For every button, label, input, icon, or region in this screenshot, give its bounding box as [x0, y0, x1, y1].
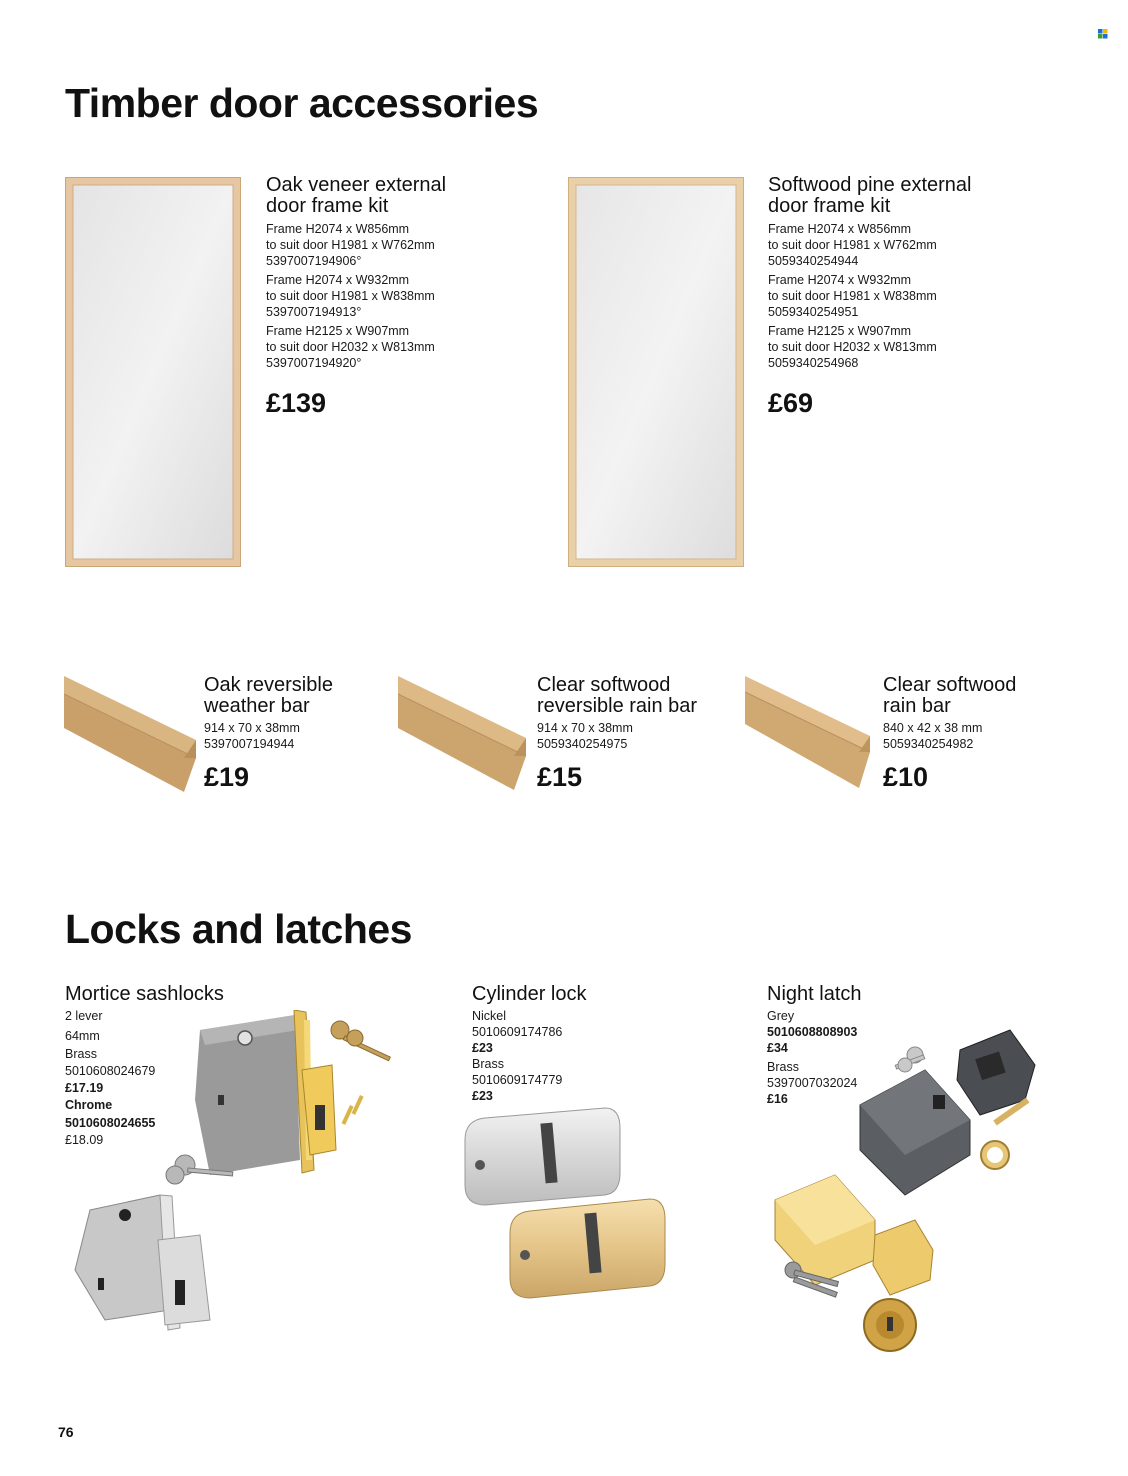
- spec-line: 5010608024655: [65, 1115, 156, 1130]
- product-price: £19: [204, 762, 250, 792]
- product-price: £10: [883, 762, 929, 792]
- spec-line: Frame H2074 x W932mm: [768, 273, 912, 287]
- product-card-oak-weather-bar: [204, 675, 394, 793]
- product-title: rain bar: [883, 695, 951, 717]
- product-price: £18.09: [65, 1133, 104, 1148]
- spec-line: Frame H2125 x W907mm: [768, 324, 912, 338]
- spec-line: to suit door H1981 x W838mm: [266, 289, 435, 303]
- spec-line: Brass: [767, 1060, 799, 1074]
- spec-line: 5059340254968: [768, 356, 859, 370]
- product-price: £16: [767, 1092, 788, 1106]
- product-title: Oak veneer external: [266, 174, 447, 196]
- spec-line: to suit door H1981 x W762mm: [768, 238, 937, 252]
- spec-line: 914 x 70 x 38mm: [204, 721, 300, 735]
- spec-line: to suit door H1981 x W838mm: [768, 289, 937, 303]
- pine-door-frame-image: [568, 177, 744, 567]
- brand-logo: [1098, 29, 1108, 39]
- page-number: 76: [58, 1424, 74, 1440]
- spec-line: to suit door H2032 x W813mm: [266, 340, 435, 354]
- product-price: £69: [768, 388, 814, 418]
- spec-line: Frame H2074 x W932mm: [266, 273, 410, 287]
- product-title: Softwood pine external: [768, 174, 972, 196]
- product-specs: [883, 720, 1083, 752]
- spec-line: 840 x 42 x 38 mm: [883, 721, 983, 735]
- spec-line: Brass: [65, 1046, 97, 1061]
- product-price: £17.19: [65, 1081, 104, 1096]
- night-latch-image: [765, 1025, 1055, 1355]
- product-price: £139: [266, 388, 327, 418]
- spec-line: 2 lever: [65, 1009, 103, 1023]
- spec-line: 5397007032024: [767, 1076, 858, 1090]
- product-title: weather bar: [204, 695, 310, 717]
- product-title: Clear softwood: [537, 674, 671, 696]
- product-specs: [537, 720, 737, 752]
- product-title: reversible rain bar: [537, 695, 698, 717]
- oak-weather-bar-image: [64, 676, 196, 792]
- product-specs: [768, 221, 1068, 371]
- spec-line: to suit door H1981 x W762mm: [266, 238, 435, 252]
- product-price: £23: [472, 1089, 493, 1103]
- product-card-cylinder-lock: [472, 984, 662, 1104]
- spec-line: 5397007194944: [204, 737, 295, 751]
- spec-line: 5397007194906°: [266, 254, 362, 268]
- product-price: £23: [472, 1041, 493, 1055]
- product-title: Mortice sashlocks: [65, 983, 224, 1005]
- product-title: door frame kit: [266, 195, 389, 217]
- spec-line: 5010608024679: [65, 1063, 156, 1078]
- product-specs: [204, 720, 394, 752]
- product-card-pine-frame: [768, 175, 1068, 419]
- spec-line: 5397007194920°: [266, 356, 362, 370]
- spec-line: Frame H2074 x W856mm: [266, 222, 410, 236]
- spec-line: to suit door H2032 x W813mm: [768, 340, 937, 354]
- spec-line: 5059340254944: [768, 254, 859, 268]
- product-title: Night latch: [767, 983, 862, 1005]
- section-heading-locks: Locks and latches: [65, 906, 412, 952]
- spec-line: 5059340254982: [883, 737, 974, 751]
- softwood-rain-bar-image: [745, 676, 870, 788]
- spec-line: 5059340254951: [768, 305, 859, 319]
- spec-line: Grey: [767, 1009, 795, 1023]
- spec-line: 5010608808903: [767, 1025, 858, 1039]
- product-card-softwood-rain-bar: [883, 675, 1083, 793]
- mortice-sashlock-image: [70, 1010, 410, 1340]
- brand-logo-icon: [1098, 29, 1108, 39]
- spec-line: 5010609174779: [472, 1073, 563, 1087]
- spec-line: Frame H2074 x W856mm: [768, 222, 912, 236]
- section-heading-timber: Timber door accessories: [65, 80, 539, 126]
- product-price: £34: [767, 1041, 788, 1055]
- spec-line: 914 x 70 x 38mm: [537, 721, 633, 735]
- product-card-softwood-reversible-rain-bar: [537, 675, 737, 793]
- spec-line: 5397007194913°: [266, 305, 362, 319]
- product-card-oak-frame: [266, 175, 546, 419]
- product-title: Cylinder lock: [472, 983, 587, 1005]
- product-specs: [472, 1008, 662, 1104]
- softwood-reversible-rain-bar-image: [398, 676, 526, 790]
- product-title: Clear softwood: [883, 674, 1017, 696]
- spec-line: Brass: [472, 1057, 504, 1071]
- product-title: Oak reversible: [204, 674, 333, 696]
- oak-door-frame-image: [65, 177, 241, 567]
- spec-line: Frame H2125 x W907mm: [266, 324, 410, 338]
- spec-line: Chrome: [65, 1098, 113, 1113]
- product-specs: [266, 221, 546, 371]
- spec-line: 5010609174786: [472, 1025, 563, 1039]
- spec-line: 64mm: [65, 1029, 100, 1044]
- product-price: £15: [537, 762, 583, 792]
- spec-line: 5059340254975: [537, 737, 628, 751]
- spec-line: Nickel: [472, 1009, 507, 1023]
- product-title: door frame kit: [768, 195, 891, 217]
- cylinder-lock-image: [455, 1105, 675, 1305]
